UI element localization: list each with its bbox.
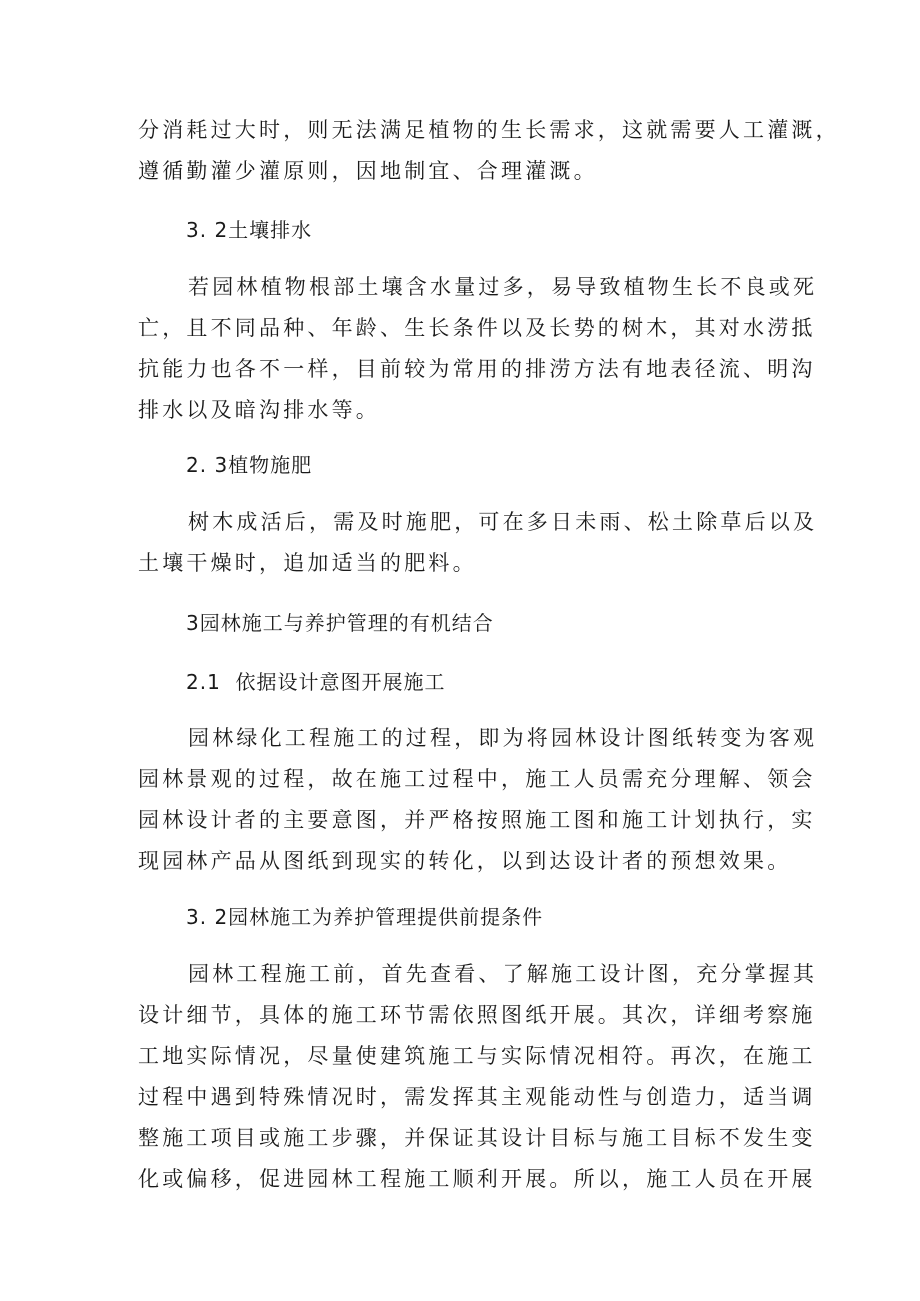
section-heading-fertilizing: 2. 3植物施肥	[186, 453, 313, 477]
paragraph-irrigation-end	[138, 110, 840, 192]
paragraph-line: 园林设计者的主要意图，并严格按照施工图和施工计划执行，实	[138, 808, 816, 832]
section-heading-preconditions: 3. 2园林施工为养护管理提供前提条件	[186, 905, 544, 929]
paragraph-line: 设计细节，具体的施工环节需依照图纸开展。其次，详细考察施	[138, 1003, 816, 1027]
paragraph-line: 现园林产品从图纸到现实的转化，以到达设计者的预想效果。	[138, 849, 792, 873]
paragraph-line: 整施工项目或施工步骤，并保证其设计目标与施工目标不发生变	[138, 1126, 816, 1150]
section-heading-soil-drainage: 3. 2土壤排水	[186, 218, 313, 242]
paragraph-line: 园林绿化工程施工的过程，即为将园林设计图纸转变为客观	[188, 726, 818, 750]
paragraph-line: 土壤干燥时，追加适当的肥料。	[138, 551, 477, 575]
paragraph-preconditions	[138, 954, 818, 1200]
paragraph-line: 园林景观的过程，故在施工过程中，施工人员需充分理解、领会	[138, 767, 816, 791]
paragraph-line: 排水以及暗沟排水等。	[138, 398, 380, 422]
paragraph-design-intent	[138, 718, 818, 882]
paragraph-line: 抗能力也各不一样，目前较为常用的排涝方法有地表径流、明沟	[138, 357, 816, 381]
section-heading-design-intent: 2.1 依据设计意图开展施工	[186, 670, 446, 694]
paragraph-line: 化或偏移，促进园林工程施工顺利开展。所以，施工人员在开展	[138, 1167, 816, 1191]
paragraph-line: 若园林植物根部土壤含水量过多，易导致植物生长不良或死	[188, 275, 818, 299]
paragraph-soil-drainage	[138, 267, 818, 431]
paragraph-line: 亡，且不同品种、年龄、生长条件以及长势的树木，其对水涝抵	[138, 316, 816, 340]
paragraph-line: 园林工程施工前，首先查看、了解施工设计图，充分掌握其	[188, 962, 818, 986]
section-heading-combination: 3园林施工与养护管理的有机结合	[186, 611, 494, 635]
paragraph-line: 分消耗过大时，则无法满足植物的生长需求，这就需要人工灌溉，	[138, 118, 840, 142]
paragraph-fertilizing	[138, 502, 818, 584]
paragraph-line: 树木成活后，需及时施肥，可在多日未雨、松土除草后以及	[188, 510, 818, 534]
paragraph-line: 过程中遇到特殊情况时，需发挥其主观能动性与创造力，适当调	[138, 1085, 816, 1109]
paragraph-line: 工地实际情况，尽量使建筑施工与实际情况相符。再次，在施工	[138, 1044, 816, 1068]
paragraph-line: 遵循勤灌少灌原则，因地制宜、合理灌溉。	[138, 159, 598, 183]
